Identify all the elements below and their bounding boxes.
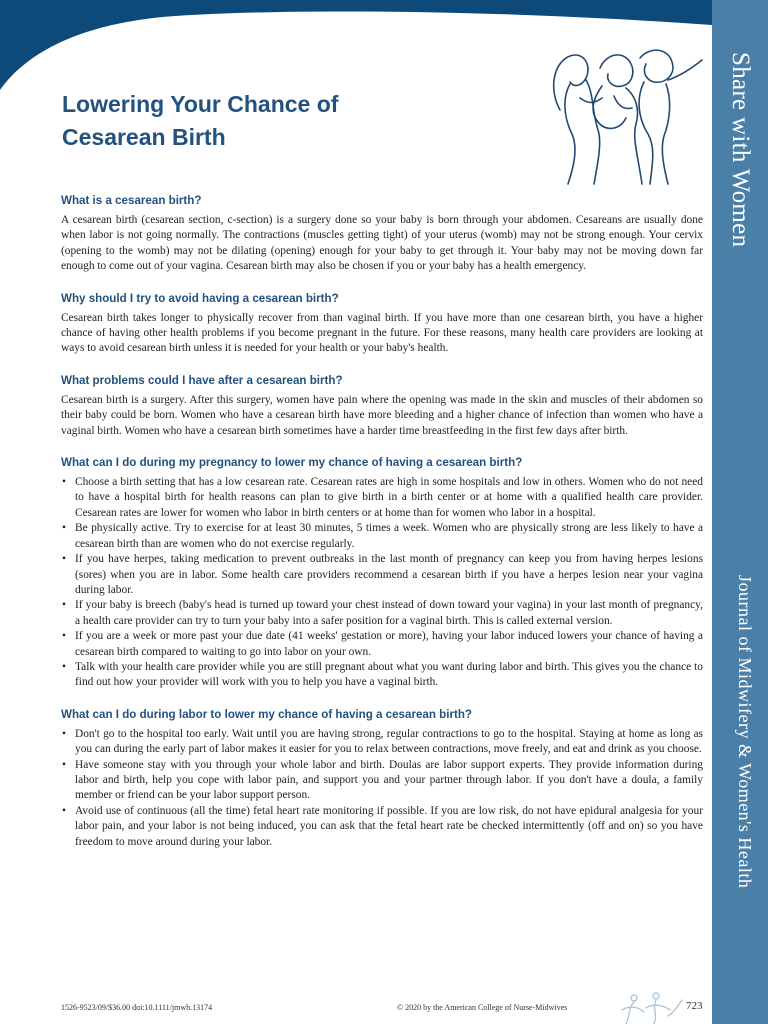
list-item: • Have someone stay with you through your whole labor and birth. Doulas are labor support experts. They provide information during labor and birth, help you cope with labor pain, and support you and your partner through labor. If you don't have a doula, a family member or friend can be your labor support person. xyxy=(61,758,703,804)
section-what-is xyxy=(61,193,703,275)
section-heading: What can I do during my pregnancy to lower my chance of having a cesarean birth? xyxy=(61,456,523,470)
section-paragraph: Cesarean birth takes longer to physically recover from than vaginal birth. If you have more than one cesarean birth, you have a higher chance of having other health problems if you become pregnant in the future. For these reasons, many health care providers are looking at ways to avoid cesarean birth unless it is needed for your health or your baby's health. xyxy=(61,311,703,355)
list-item: • Avoid use of continuous (all the time) fetal heart rate monitoring if possible. If you are low risk, do not have epidural analgesia for your labor pain, and your labor is not being induced, you can ask that the fetal heart rate be checked intermittently (off and on) so you have freedom to move around during your labor. xyxy=(61,804,703,850)
list-item: • If you have herpes, taking medication to prevent outbreaks in the last month of pregnancy can keep you from having herpes lesions (sores) when you are in labor. Some health care providers recommend a cesarean birth if you have a herpes lesion near your vagina during labor. xyxy=(61,552,703,598)
section-paragraph: A cesarean birth (cesarean section, c-section) is a surgery done so your baby is born through your abdomen. Cesareans are usually done when labor is not going normally. The contractions (muscles getting tight) of your uterus (womb) may not be strong enough. Your cervix (opening to the womb) may not be dilating (opening) enough for your baby to get through it. Your baby may not be moving down far enough to come out of your vagina. Cesarean birth may also be chosen if you or your baby has a health emergency. xyxy=(61,214,703,273)
list-item: • If you are a week or more past your due date (41 weeks' gestation or more), having your labor induced lowers your chance of having a cesarean birth compared to waiting to go into labor on your own. xyxy=(61,629,703,660)
journal-name: Journal of Midwifery & Women's Health xyxy=(735,575,755,889)
title-line-2: Cesarean Birth xyxy=(62,124,226,150)
list-item: • Be physically active. Try to exercise for at least 30 minutes, 5 times a week. Women who are physically strong are less likely to have a cesarean birth than are women who do not exercise regularly. xyxy=(61,521,703,552)
bullet-list xyxy=(61,475,703,691)
section-why-avoid xyxy=(61,291,703,357)
list-item: • Don't go to the hospital too early. Wait until you are having strong, regular contractions to go to the hospital. Staying at home as long as you can during the early part of labor makes it easier for you to relax between contractions, move freely, and eat and drink as you choose. xyxy=(61,727,703,758)
list-item: • Choose a birth setting that has a low cesarean rate. Cesarean rates are high in some hospitals and low in others. Women who do not need to have a hospital birth for health reasons can plan to give birth in a birth center or at home with a qualified health care provider. Cesarean rates are lower for women who labor in birth centers or at home than for women who labor in a hospital. xyxy=(61,475,703,521)
citation-text: 1526-9523/09/$36.00 doi:10.1111/jmwh.13174 xyxy=(61,1003,213,1012)
list-item: • If your baby is breech (baby's head is turned up toward your chest instead of down toward your vagina) in your last month of pregnancy, a health care provider can try to turn your baby into a safer position for a vaginal birth. This is called external version. xyxy=(61,598,703,629)
bullet-list xyxy=(61,727,703,850)
side-banner xyxy=(712,0,768,1024)
section-paragraph: Cesarean birth is a surgery. After this surgery, women have pain where the opening was made in the skin and muscles of their abdomen so their baby could be born. Women who have a cesarean birth have more bleeding and a higher chance of infection than women who have a vaginal birth. Women who have a cesarean birth sometimes have a harder time breastfeeding in the first few days after birth. xyxy=(61,393,703,437)
section-heading: What can I do during labor to lower my chance of having a cesarean birth? xyxy=(61,707,473,721)
document-title xyxy=(62,88,482,154)
series-title: Share with Women xyxy=(727,52,754,248)
section-heading: Why should I try to avoid having a cesarean birth? xyxy=(61,291,339,305)
section-problems xyxy=(61,373,703,439)
copyright-text: © 2020 by the American College of Nurse-Midwives xyxy=(397,1003,568,1012)
section-heading: What is a cesarean birth? xyxy=(61,194,202,207)
article-content xyxy=(61,193,703,866)
section-during-labor xyxy=(61,707,703,850)
section-heading: What problems could I have after a cesarean birth? xyxy=(61,373,343,387)
page-number: 723 xyxy=(686,1000,703,1012)
title-line-1: Lowering Your Chance of xyxy=(62,91,339,117)
swirl-figures-icon xyxy=(612,990,686,1024)
women-group-illustration xyxy=(540,38,708,188)
section-during-pregnancy xyxy=(61,455,703,691)
list-item: • Talk with your health care provider while you are still pregnant about what you want during labor and birth. This gives you the chance to find out how your provider will work with you to help you have a vaginal birth. xyxy=(61,660,703,691)
